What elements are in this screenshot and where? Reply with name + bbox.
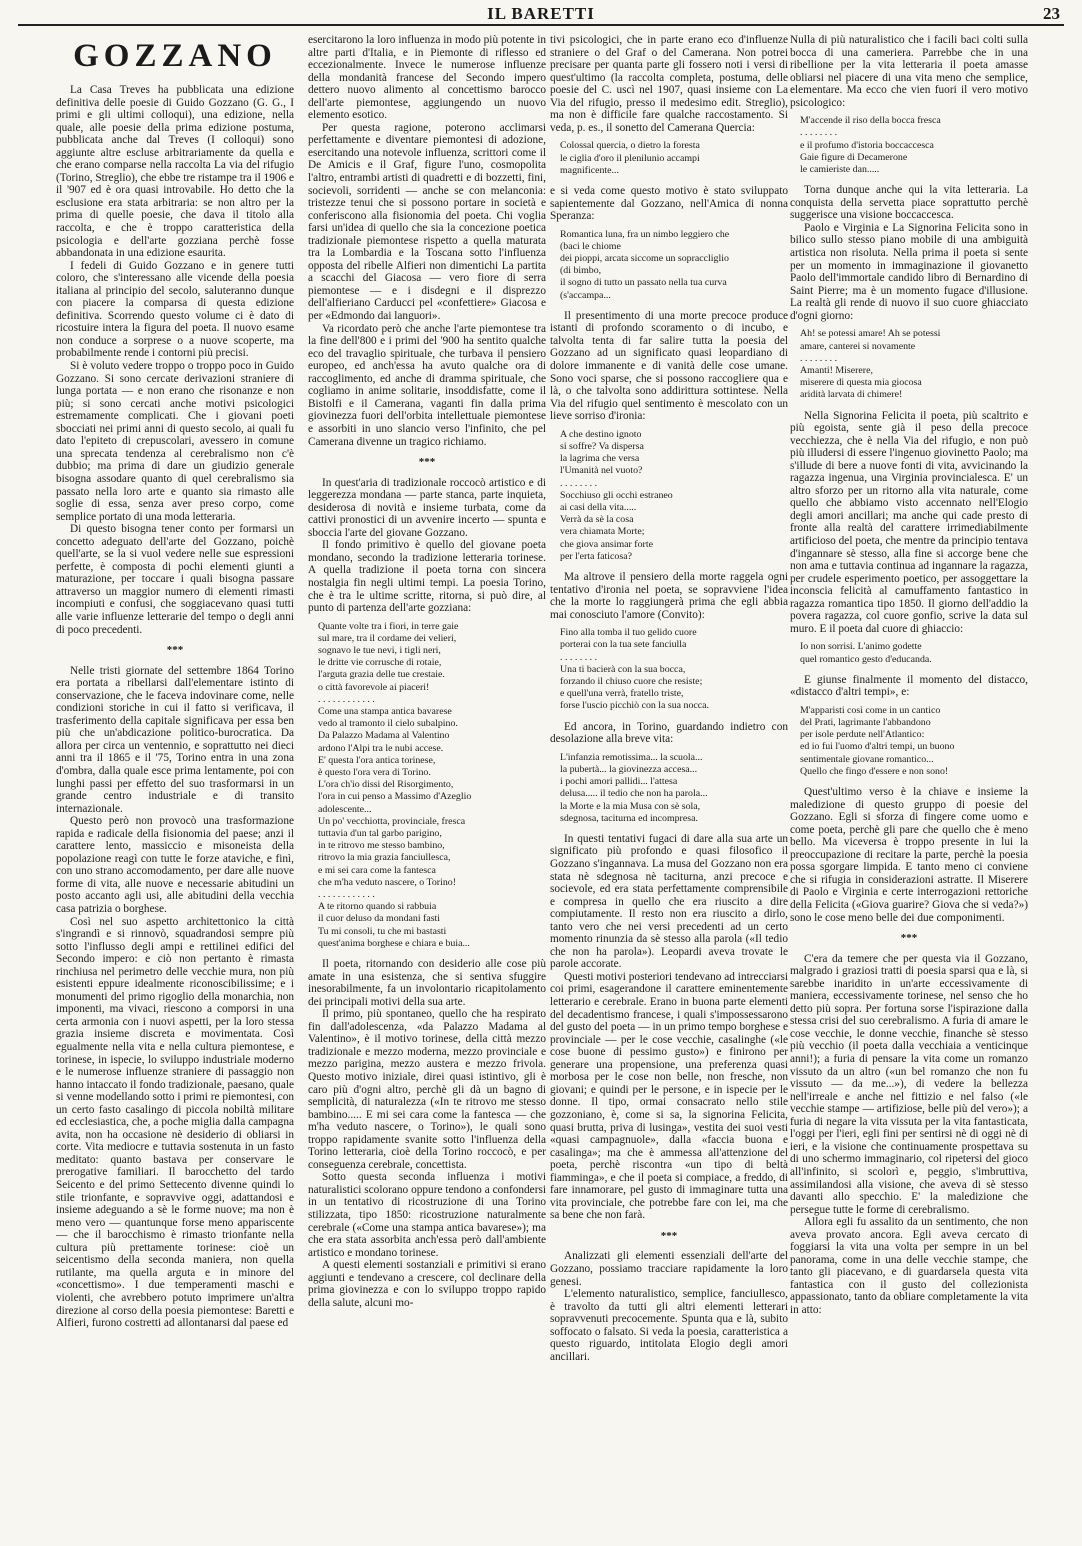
verse-quotation: [560, 229, 788, 302]
verse-line: Amanti! Miserere,: [800, 364, 873, 376]
verse-line: le camieriste dan.....: [800, 164, 880, 176]
paragraph: Allora egli fu assalito da un sentimento, che non aveva provato ancora. Egli aveva cercato di foggiarsi la vita una volta per sempre in un bel panorama, come in una delle vecchie stampe, che tanto gli piacevano, e di guardarsela questa vita fantastica con il gusto del collezionista appassionato, tanto da obliare completamente la vita in atto:: [790, 1216, 1028, 1316]
paragraph: Per questa ragione, poterono acclimarsi perfettamente e diventare piemontesi di adozione, esercitando una notevole influenza, scrittori come il De Amicis e il Graf, figure l'uno, cosmopolita l'altro, entrambi artisti di quadretti e di bozzetti, fini, socievoli, sorridenti — anche se con melanconia: tristezze tenui che si possono portare in società e conferiscono alla fisionomia del poeta. Chi voglia farsi un'idea di quello che sia la concezione poetica tradizionale piemontese rispetto a quella maturata tra la Lombardia e la Toscana sotto l'influenza opposta del ribelle Alfieri non dimentichi La partita a scacchi del Giacosa — vero fiore di serra piemontese — e i disdegni e il disprezzo dell'alfieriano Carducci pel «confettiere» Giacosa e per «Edmondo dai languori».: [308, 121, 546, 323]
verse-line: (baci le chiome: [560, 240, 621, 252]
verse-line: per l'erta faticosa?: [560, 550, 632, 562]
verse-line: Ah! se potessi amare! Ah se potessi: [800, 328, 941, 340]
paragraph: Di questo bisogna tener conto per formarsi un concetto adeguato dell'arte del Gozzano, poichè quell'arte, se la si vuol vedere nelle sue espressioni perfette, è composta di pochi elementi giunti a maturazione, per toccare i quali bisogna passare attraverso un maggior numero di elementi rimasti incompiuti e confusi, che soggiacevano quasi tutti alle varie influenze letterarie del tempo o degli anni di poco precedenti.: [56, 523, 294, 636]
paragraph: esercitarono la loro influenza in modo più potente in altre parti d'Italia, e in Piemonte di riflesso ed eccezionalmente. Invece le numerose influenze della mondanità francese del Secondo impero dettero nuovo alimento al concettismo barocco dell'arte piemontese, aggiungendo un nuovo elemento esotico.: [308, 34, 546, 122]
verse-line: Romantica luna, fra un nimbo leggiero che: [560, 228, 730, 240]
verse-line: le dritte vie corrusche di rotaie,: [318, 657, 442, 669]
section-separator: ***: [900, 932, 918, 945]
paragraph: In questi tentativi fugaci di dare alla sua arte un significato più profondo e quasi filosofico il Gozzano s'ingannava. La musa del Gozzano non era stata nè sdegnosa nè taciturna, anzi precoce e socievole, ed era stata perfettamente comprensibile e compresa in quello che era riuscito a dire compiutamente. Il resto non era riuscito a dirlo, tanto vero che nei versi precedenti ad un certo momento rinunzia da sè stesso alla parola («Il tedio che non ha parola»). Leopardi aveva trovate le parole accorate.: [550, 832, 788, 971]
verse-line: l'ora in cui penso a Massimo d'Azeglio: [318, 791, 472, 803]
section-separator: ***: [660, 1229, 678, 1242]
verse-line: l'arguta grazia delle tue crestaie.: [318, 669, 445, 681]
verse-quotation: [560, 140, 788, 177]
paragraph: Analizzati gli elementi essenziali dell'arte del Gozzano, possiamo tracciare rapidamente la loro genesi.: [550, 1250, 788, 1288]
verse-line: Come una stampa antica bavarese: [318, 706, 452, 718]
masthead: [18, 2, 1064, 26]
paragraph: C'era da temere che per questa via il Gozzano, malgrado i graziosi tratti di poesia sparsi qua e là, si sarebbe inaridito in un'arte eccessivamente di maniera, eccessivamente torinese, nel senso che ho detto più sopra. Per fortuna sorse l'ispirazione dalla stessa crisi del suo cerebralismo. A furia di amare le cose vecchie, le donne vecchie, finanche sè stesso più vecchio (il poeta dalla vecchiaia a venticinque anni!); a furia di pensare la vita come un romanzo vissuto da un altro («un bel romanzo che non fu vissuto — da me...»), di vedere la bellezza nell'irreale e anche nel fittizio e nel falso («le vecchie stampe — artifiziose, belle più del vero»); a furia di negare la vita vissuta per la vita fantasticata, l'oggi per l'ieri, egli fini per sentirsi nè di oggi nè di ieri, e la visione che continuamente prospettava su di uno schermo immaginario, col ripetersi del gioco all'infinito, si scolorì e, peggio, s'imbruttiva, assimilandosi alla visione, che aveva di sè stesso davanti allo specchio. E' la maledizione che persegue tutte le forme di cerebralismo.: [790, 952, 1028, 1216]
verse-line: è questo l'ora vera di Torino.: [318, 767, 431, 779]
verse-line: Quello che fingo d'essere e non sono!: [800, 765, 949, 777]
verse-quotation: [560, 627, 788, 712]
verse-line: . . . . . . . .: [560, 477, 598, 489]
verse-line: amare, canterei si novamente: [800, 340, 916, 352]
verse-line: e quell'una verrà, fratello triste,: [560, 688, 684, 700]
verse-line: aridità larvata di chimere!: [800, 389, 903, 401]
verse-line: forse l'uscio picchiò con la sua nocca.: [560, 700, 710, 712]
paragraph: E giunse finalmente il momento del distacco, «distacco d'altri tempi», e:: [790, 673, 1028, 699]
verse-line: miserere di questa mia giocosa: [800, 377, 922, 389]
verse-line: che m'ha veduto nascere, o Torino!: [318, 876, 457, 888]
verse-quotation: [800, 328, 1028, 401]
paragraph: Il fondo primitivo è quello del giovane poeta mondano, secondo la tradizione letteraria torinese. A quella tradizione il poeta torna con sincera nostalgia fin negli ultimi tempi. La poesia Torino, che è tra le ultime scritte, ritorna, si può dire, al punto di partenza dell'arte gozziana:: [308, 539, 546, 615]
verse-line: (s'accampa...: [560, 289, 611, 301]
verse-line: . . . . . . . .: [800, 127, 838, 139]
verse-quotation: [800, 705, 1028, 778]
column-4: [790, 34, 1028, 1534]
verse-line: . . . . . . . .: [800, 352, 838, 364]
verse-line: o città favorevole ai piaceri!: [318, 681, 430, 693]
paragraph: Quest'ultimo verso è la chiave e insieme la maledizione di questo gruppo di poesie del Gozzano. Egli si sforza di fingere come uomo e come poeta, perchè gli pare che quello che è meno bello. Ma viceversa è troppo presente in lui la preoccupazione di recitare la parte, perchè la poesia possa sgorgare limpida. E tanto meno ci conviene che si rifugia in considerazioni astratte. Il Miserere di Paolo e Virginia e certe interrogazioni rettoriche della Felicita («Giova guarire? Giova che si veda?») sono le cose meno belle dei due componimenti.: [790, 786, 1028, 924]
paragraph: L'elemento naturalistico, semplice, fanciullesco, è travolto da tutti gli altri elementi letterari sopravvenuti precocemente. Spunta qua e là, subito soffocato o falsato. Si veda la poesia, caratteristica a questo riguardo, intitolata Elogio degli amori ancillari.: [550, 1288, 788, 1363]
verse-line: Colossal quercia, o dietro la foresta: [560, 140, 700, 152]
verse-line: per isole perdute nell'Atlantico:: [800, 729, 925, 741]
verse-line: dei pioppi, arcata siccome un sopraccliglio: [560, 253, 729, 265]
verse-line: delusa..... il tedio che non ha parola...: [560, 788, 708, 800]
newspaper-title: IL BARETTI: [487, 4, 595, 23]
paragraph: In quest'aria di tradizionale roccocò artistico e di leggerezza mondana — parte stanca, parte inquieta, desiderosa di novità e insieme turbata, come da cattivi pronostici di un avvenire incerto — spunta e sboccia l'arte del giovane Gozzano.: [308, 476, 546, 539]
paragraph: Sotto questa seconda influenza i motivi naturalistici scolorano oppure tendono a confondersi in un tentativo di ricostruzione di una Torino stilizzata, tipo 1850: ricostruzione naturalmente cerebrale («Come una stampa antica bavarese»); ma che era stata assorbita anch'essa però dall'ambiente artistico e mondano torinese.: [308, 1171, 546, 1259]
verse-line: Socchiuso gli occhi estraneo: [560, 489, 673, 501]
paragraph: Va ricordato però che anche l'arte piemontese tra la fine dell'800 e i primi del '900 ha sentito qualche eco del travaglio spirituale, che turbava il pensiero europeo, ed anch'essa ha avuto qualche ora di raccoglimento, ed anche di dramma spirituale, che cogliamo in anime solitarie, insoddisfatte, come il Bistolfi e il Camerana, vaganti fin dalla prima giovinezza fuori dell'orbita intellettuale piemontese e assorbiti in uno slancio verso l'infinito, che pel Camerana divenne un tragico richiamo.: [308, 322, 546, 448]
paragraph: La Casa Treves ha pubblicata una edizione definitiva delle poesie di Guido Gozzano (G. G., I primi e gli ultimi colloqui), una edizione, nella quale, alle poesie della prima edizione postuma, pubblicata anche dal Treves (I colloqui) sono aggiunte altre escluse arbitrariamente da quella e che erano comparse nella raccolta La via del rifugio (Torino, Streglio), che ebbe tre ristampe tra il 1906 e il '907 ed è ora quasi introvabile. Ho detto che la esclusione era stata arbitraria: se non altro per la prima di quelle poesie, che dava il titolo alla raccolta, e che è troppo caratteristica della psicologia e dell'arte gozziana perchè fosse abbandonata in una edizione esaurita.: [56, 84, 294, 260]
verse-line: sognavo le tue nevi, i tigli neri,: [318, 645, 441, 657]
section-separator: ***: [166, 644, 184, 657]
verse-line: i pochi amori pallidi... l'attesa: [560, 776, 678, 788]
paragraph: Paolo e Virginia e La Signorina Felicita sono in bilico sullo stesso piano mobile di una ambiguità artistica non risoluta. Nella prima il poeta si sente per un momento in immaginazione il giovanetto Paolo dell'immortale candido libro di Bernardino di Saint Pierre; ma è un momento fugace d'illusione. La realtà gli rende di nuovo il suo cuore ghiacciato d'ogni giorno:: [790, 221, 1028, 322]
verse-line: tuttavia d'un tal garbo parigino,: [318, 828, 442, 840]
paragraph: I fedeli di Guido Gozzano e in genere tutti coloro, che s'interessano alle vicende della poesia italiana al principio del secolo, saluteranno dunque con piacere la comparsa di questa edizione definitiva. Scorrendo questo volume ci è dato di ricostuire intera la figura del poeta. Il nuovo esame non conduce a sorprese o a nuove scoperte, ma probabilmente rende i contorni più precisi.: [56, 259, 294, 360]
verse-line: Una ti bacierà con la sua bocca,: [560, 663, 686, 675]
verse-line: Verrà da sè la cosa: [560, 514, 634, 526]
paragraph: Nella Signorina Felicita il poeta, più scaltrito e più egoista, sente già il peso della precoce vecchiezza, che è nella Via del rifugio, e non può più illudersi di essere l'ingenuo giovinetto Paolo; ma s'illude di bere a nuove fonti di vita, avvicinando la ragazza ingenua, una Virginia provincialesca. E' un altro sforzo per un ritorno alla vita naturale, come quello che abbiamo visto accennato nell'Elogio degli amori ancillari; ma anche qui cade presto di fronte alla realtà del carattere irrimediabilmente artificioso del poeta, che mentre da principio tentava d'ingannare sè stesso, alla fine si accorge bene che non ama e tuttavia continua ad ingannare la ragazza, per crudele esperimento poetico, per assoggettare la inconscia felicità al camuffamento fantastico in ragazza romantica tipo 1850. Il giorno dell'addio la povera ragazza, col cuore gonfio, scrive la data sul muro. E il poeta dal cuore di ghiaccio:: [790, 409, 1028, 635]
verse-line: A che destino ignoto: [560, 428, 642, 440]
verse-line: vera chiamata Morte;: [560, 526, 645, 538]
verse-line: che giova ansimar forte: [560, 538, 653, 550]
verse-line: . . . . . . . . . . . .: [318, 889, 375, 901]
column-2: [308, 34, 546, 1534]
verse-line: l'Umanità nel vuoto?: [560, 465, 643, 477]
verse-line: (di bimbo,: [560, 265, 602, 277]
paragraph: Torna dunque anche qui la vita letteraria. La conquista della servetta piace soprattutto perchè suggerisce una visione boccaccesca.: [790, 184, 1028, 222]
verse-line: magnificente...: [560, 164, 619, 176]
verse-line: ardono l'Alpi tra le nubi accese.: [318, 742, 444, 754]
paragraph: tivi psicologici, che in parte erano eco d'influenze straniere o del Graf o del Camerana. Non potrei precisare per quanta parte gli fossero noti i versi di quest'ultimo (la raccolta completa, postuma, delle poesie del C. uscì nel 1907, quasi insieme con La Via del rifugio, presso il medesimo edit. Streglio), ma non è difficile fare qualche raccostamento. Si veda, p. es., il sonetto del Camerana Quercia:: [550, 34, 788, 134]
verse-line: sdegnosa, taciturna ed incompresa.: [560, 812, 698, 824]
paragraph: Questo però non provocò una trasformazione rapida e radicale della fisionomia del paese; anzi il carattere lento, massiccio e misoneista della popolazione reagì con tutte le forze ataviche, e finì, con uno strano accomodamento, per dare alle nuove forme di vita, alle nuove e necessarie abitudini un posto accanto agli usi, alle abitudini della vecchia casa patrizia o borghese.: [56, 815, 294, 915]
verse-line: E' questa l'ora antica torinese,: [318, 754, 436, 766]
verse-line: porterai con la tua sete fanciulla: [560, 639, 687, 651]
verse-line: e mi sei cara come la fantesca: [318, 864, 436, 876]
verse-quotation: [560, 752, 788, 825]
verse-line: si soffre? Va dispersa: [560, 440, 644, 452]
verse-line: vedo al tramonto il cielo subalpino.: [318, 718, 458, 730]
verse-line: . . . . . . . . . . . .: [318, 693, 375, 705]
paragraph: Questi motivi posteriori tendevano ad intrecciarsi coi primi, esagerandone il carattere eminentemente letterario e cerebrale. Erano in buona parte elementi del decadentismo francese, i quali s'impossessarono del gusto del poeta — in un primo tempo borghese e provinciale — per le cose vecchie, casalinghe («le cose buone di pessimo gusto») e finirono per generare una propensione, una preferenza quasi morbosa per le cose non belle, non fresche, non giovani; e quindi per le persone, e in ispecie per le donne. Il tipo, ormai consacrato nello stile gozzoniano, è, come si sa, la signorina Felicita, quasi brutta, priva di lusinga», vestita dei suoi vesti «quasi campagnuole», dalla «faccia buona e casalinga»; ma che è ammessa all'attenzione del poeta, perchè riscontra «un tipo di beltà fiamminga», e che il poeta si compiace, a freddo, di fare innamorare, pel gusto di immaginare tutta una vita provinciale, che potrebbe fare con lei, ma che sa bene che non farà.: [550, 970, 788, 1222]
verse-line: ed io fui l'uomo d'altri tempi, un buono: [800, 741, 955, 753]
verse-line: M'accende il riso della bocca fresca: [800, 115, 941, 127]
verse-line: ai casi della vita.....: [560, 501, 637, 513]
verse-line: le ciglia d'oro il plenilunio accampi: [560, 152, 700, 164]
verse-line: Gaie figure di Decamerone: [800, 151, 908, 163]
verse-line: . . . . . . . .: [560, 651, 598, 663]
verse-line: forzando il chiuso cuore che resiste;: [560, 676, 703, 687]
paragraph: A questi elementi sostanziali e primitivi si erano aggiunti e tendevano a crescere, col declinare della prima giovinezza e con lo sviluppo troppo rapido della salute, alcuni mo-: [308, 1259, 546, 1309]
verse-line: in te ritrovo me stesso bambino,: [318, 840, 445, 852]
page-number: 23: [1043, 4, 1060, 23]
verse-line: L'ora ch'io dissi del Risorgimento,: [318, 779, 454, 791]
paragraph: Si è voluto vedere troppo o troppo poco in Guido Gozzano. Si sono cercate derivazioni straniere di lunga portata — e non erano che risonanze e non più; si sono cercati anche motivi psicologici estremamente complicati. Che i giovani poeti sbocciati nei primi anni di questo secolo, ai quali fu dato l'epiteto di crepuscolari, avessero in comune una sprecata tendenza al cerebralismo non c'è dubbio; ma prima di dare un giudizio generale bisogna assodare quanto di quel cerebralismo sia passato nella loro arte e quanto sia rimasto alle soglie di essa, senza aver preso corpo, come semplice portato di una moda letteraria.: [56, 360, 294, 523]
verse-line: M'apparisti così come in un cantico: [800, 704, 941, 716]
paragraph: Il presentimento di una morte precoce produce istanti di profondo scoramento o di incubo, e talvolta tenta di far salire tutta la poesia del Gozzano ad un significato quasi leopardiano di dolore immanente e di vanità delle cose umane. Sono voci sparse, che si possono raccogliere qua e là, o che talvolta sono addirittura sottintese. Nella Via del rifugio quel sentimento è mescolato con un lieve sorriso d'ironia:: [550, 309, 788, 423]
verse-line: il cuor deluso da mondani fasti: [318, 913, 441, 925]
paragraph: Nelle tristi giornate del settembre 1864 Torino era portata a ribellarsi dall'elementare istinto di conservazione, che le faceva indovinare come, nelle condizioni storiche in cui il fatto si verificava, il trasferimento della capitale significava per essa ben più che un'abdicazione politico-burocratica. Da allora per circa un ventennio, e soprattutto nei dieci anni tra il 1865 e il '75, Torino entra in una zona d'ombra, dalla quale esce prima lentamente, poi con lunghi passi per effetto del suo trasformarsi in un grande centro industriale e di transito internazionale.: [56, 664, 294, 815]
verse-line: Da Palazzo Madama al Valentino: [318, 730, 450, 742]
verse-line: il sogno di tutto un passato nella tua curva: [560, 277, 727, 289]
verse-line: e il profumo d'istoria boccaccesca: [800, 139, 934, 151]
verse-line: Un po' vecchiotta, provinciale, fresca: [318, 815, 466, 827]
verse-line: la lagrima che versa: [560, 453, 640, 465]
verse-line: sentimentale giovane romantico...: [800, 753, 934, 765]
section-separator: ***: [418, 456, 436, 469]
verse-line: la pubertà... la giovinezza accesa...: [560, 763, 698, 775]
article-title: GOZZANO: [73, 38, 277, 74]
paragraph: e si veda come questo motivo è stato sviluppato sapientemente dal Gozzano, nell'Amica di nonna Speranza:: [550, 184, 788, 223]
verse-quotation: [318, 621, 546, 950]
verse-line: Quante volte tra i fiori, in terre gaie: [318, 620, 459, 632]
verse-line: sul mare, tra il cordame dei velieri,: [318, 632, 457, 644]
paragraph: Il poeta, ritornando con desiderio alle cose più amate in una esistenza, che si sentiva sfuggire inesorabilmente, fa un involontario ricapitolamento dei principali motivi della sua arte.: [308, 958, 546, 1008]
verse-quotation: [560, 429, 788, 563]
verse-line: Fino alla tomba il tuo gelido cuore: [560, 627, 697, 639]
paragraph: Ma altrove il pensiero della morte raggela ogni tentativo d'ironia nel poeta, se sopravviene l'idea che la morte lo raggiungerà prima che egli abbia mai conosciuto l'amore (Convito):: [550, 571, 788, 621]
verse-line: del Prati, lagrimante l'abbandono: [800, 717, 931, 729]
verse-quotation: [800, 641, 1028, 665]
verse-line: ritrovo la mia grazia fanciullesca,: [318, 852, 451, 864]
verse-line: quest'anima borghese e chiara e buia...: [318, 937, 470, 949]
verse-line: adolescente...: [318, 803, 372, 815]
verse-line: quel romantico gesto d'educanda.: [800, 653, 932, 665]
column-3: [550, 34, 788, 1534]
verse-line: la Morte e la mia Musa con sè sola,: [560, 800, 701, 812]
paragraph: Il primo, più spontaneo, quello che ha respirato fin dall'adolescenza, «da Palazzo Madama al Valentino», è il motivo torinese, della città mezzo tradizionale e mezzo moderna, mezzo provinciale e mezzo parigina, mezzo austera e mezzo frivola. Questo motivo iniziale, direi quasi istintivo, gli è caro più d'ogni altro, perchè gli dà un bagno di semplicità, di naturalezza («In te ritrovo me stesso bambino..... E mi sei cara come la fantesca — che m'ha veduto nascere, o Torino»), le quali sono troppo rapidamente svanite sotto l'influenza della Torino letteraria, cioè della Torino roccocò, e per conseguenza cerebrale, concettista.: [308, 1008, 546, 1171]
paragraph: Nulla di più naturalistico che i facili baci colti sulla bocca di una cameriera. Parrebbe che in una ribellione per la vita letteraria il poeta amasse obliarsi nel piacere di una vita meno che semplice, elementare. Ma ecco che vien fuori il vero motivo psicologico:: [790, 34, 1028, 109]
verse-line: L'infanzia remotissima... la scuola...: [560, 751, 703, 763]
verse-line: Tu mi consoli, tu che mi bastasti: [318, 925, 447, 937]
verse-line: A te ritorno quando si rabbuia: [318, 901, 437, 913]
verse-quotation: [800, 115, 1028, 176]
column-1: [56, 34, 294, 1534]
paragraph: Così nel suo aspetto architettonico la città s'ingrandì e si rinnovò, squadrandosi sempre più sotto l'influsso degli ampi e rettilinei edifici del Secondo impero: e ciò non pertanto è rimasta rinchiusa nel perimetro delle vecchie mura, non più esistenti eppure idealmente riconoscibilissime; e i monumenti del primo rigoglio della monarchia, non imponenti, ma vivaci, riescono a comporsi in una certa armonia con i nuovi aspetti, per la loro stessa grazia insieme discreta e movimentata. Così egualmente nella vita e nella cultura piemontese, e torinese, in ispecie, lo sviluppo industriale moderno e le numerose influenze straniere di passaggio non hanno intaccato il fondo tradizionale, paesano, quale si venne modellando sotto i primi re piemontesi, con un certo fasto casalingo di piccola nobiltà militare ed ecclesiastica, che, a poche miglia dalla campagna avita, non ha occasione nè desiderio di obliarsi in corte. Vita mediocre e tuttavia sostenuta in un fasto meditato: quanto bastava per conservare le prerogative familiari. Il barocchetto del tardo Seicento e del primo Settecento divenne quindi lo stile trionfante, e sopravvive oggi, adattandosi e insieme adeguando a sè le forme nuove; ma non è meno vero — quantunque forse meno appariscente — che il barocchismo è rimasto trionfante nella cultura più prettamente torinese: cioè un seicentismo della seconda maniera, non quella rutilante, ma quella arguta e in minore del «concettismo». I due temperamenti maschi e violenti, che avrebbero potuto imprimere un'altra direzione al corso della poesia piemontese: Baretti e Alfieri, furono costretti ad allontanarsi dal paese ed: [56, 915, 294, 1330]
paragraph: Ed ancora, in Torino, guardando indietro con desolazione alla breve vita:: [550, 720, 788, 746]
verse-line: Io non sorrisi. L'animo godette: [800, 641, 922, 653]
